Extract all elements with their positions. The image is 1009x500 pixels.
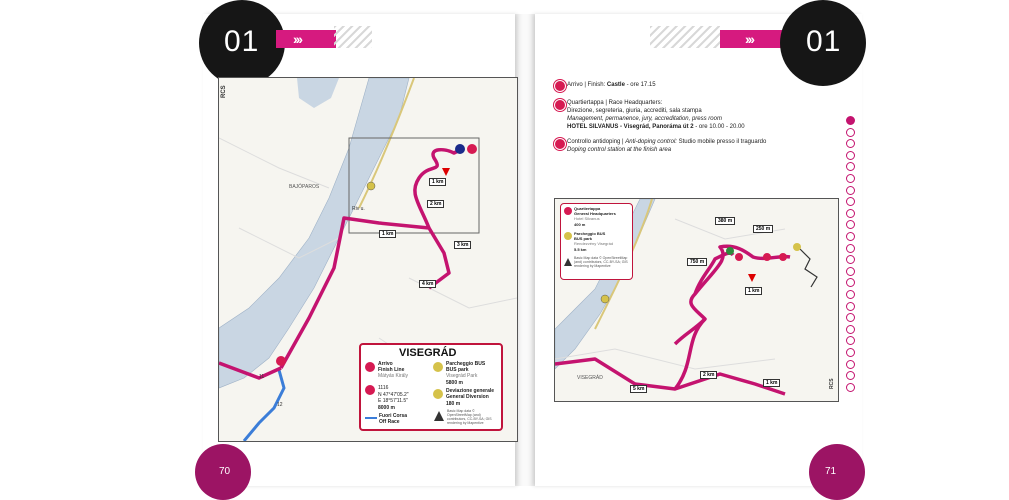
section-dot[interactable] bbox=[846, 128, 855, 137]
info-finish-place: Castle bbox=[606, 82, 625, 88]
book-gutter bbox=[515, 14, 535, 486]
right-legend bbox=[560, 203, 633, 280]
right-legend-hq-dist: 400 m bbox=[574, 222, 586, 227]
legend-bus: Parcheggio BUS bbox=[446, 361, 486, 367]
legend-gps-id: 1116 bbox=[378, 385, 389, 391]
info-doping bbox=[567, 138, 857, 154]
bus-park-icon bbox=[433, 362, 443, 372]
gps-icon bbox=[365, 385, 375, 395]
right-stripes bbox=[650, 26, 720, 48]
legend-bus-dist: 5800 m bbox=[446, 380, 463, 386]
doping-control-icon bbox=[554, 138, 566, 150]
right-legend-bus-place: Rendezvény Visegrád bbox=[574, 241, 614, 246]
left-road-number-2: 12 bbox=[277, 402, 283, 408]
left-legend bbox=[359, 343, 503, 431]
north-arrow-icon bbox=[434, 411, 444, 421]
left-stripes bbox=[334, 26, 372, 48]
legend-gps-dist: 8000 m bbox=[378, 405, 395, 411]
left-page-number: 70 bbox=[219, 466, 231, 477]
left-road-label: Riv u. bbox=[352, 206, 365, 212]
right-km-marker: 1 km bbox=[763, 379, 780, 387]
finish-icon bbox=[365, 362, 375, 372]
legend-off-race: Fuori Corsa bbox=[379, 413, 408, 419]
right-legend-bus: Parcheggio BUS bbox=[574, 231, 606, 236]
right-map-logo: RCS bbox=[829, 378, 835, 389]
legend-gps-e: E 18°57'11.5" bbox=[378, 398, 408, 404]
left-km-marker: 2 km bbox=[427, 200, 444, 208]
left-km-marker: 3 km bbox=[454, 241, 471, 249]
headquarters-icon bbox=[564, 207, 572, 215]
right-legend-hq-place: Hotel Silvanus bbox=[574, 216, 600, 221]
info-finish bbox=[567, 81, 857, 89]
left-chevron-band bbox=[276, 30, 336, 48]
section-dot[interactable] bbox=[846, 325, 855, 334]
section-dot[interactable] bbox=[846, 302, 855, 311]
section-dot[interactable] bbox=[846, 267, 855, 276]
left-map-logo: RCS bbox=[221, 85, 227, 98]
legend-credits: Basic Map data © OpenStreetMap (and) contributors, CC-BY-SA; GIS rendering by Mapentive bbox=[447, 409, 492, 425]
legend-gps-n: N 47°47'05.2" bbox=[378, 392, 409, 398]
right-km-marker: 250 m bbox=[753, 225, 773, 233]
bus-park-icon bbox=[564, 232, 572, 240]
left-km-marker: 4 km bbox=[419, 280, 436, 288]
section-dot[interactable] bbox=[846, 186, 855, 195]
left-chevron-icon: ››› bbox=[293, 31, 301, 47]
left-legend-title: VISEGRÁD bbox=[399, 347, 457, 359]
info-doping-line2: Doping control station at the finish area bbox=[567, 147, 672, 153]
north-arrow-icon bbox=[564, 258, 572, 266]
info-doping-desc: Studio mobile presso il traguardo bbox=[678, 139, 767, 145]
info-headquarters bbox=[567, 99, 857, 131]
section-dot[interactable] bbox=[846, 209, 855, 218]
right-page-number: 71 bbox=[825, 466, 837, 477]
section-dot[interactable] bbox=[846, 290, 855, 299]
info-hq-title: Quartiertappa | Race Headquarters: bbox=[567, 100, 663, 106]
right-km-marker: 1 km bbox=[745, 287, 762, 295]
legend-diversion-sub: General Diversion bbox=[446, 394, 489, 400]
section-dot[interactable] bbox=[846, 151, 855, 160]
legend-diversion: Deviazione generale bbox=[446, 388, 495, 394]
info-hq-line3: Management, permanence, jury, accreditation, press room bbox=[567, 116, 722, 122]
section-dot[interactable] bbox=[846, 116, 855, 125]
left-km-marker: 1 km bbox=[379, 230, 396, 238]
section-dot[interactable] bbox=[846, 244, 855, 253]
right-km-marker: 750 m bbox=[687, 258, 707, 266]
right-legend-hq-sub: General Headquarters bbox=[574, 211, 616, 216]
info-doping-label: Controllo antidoping | bbox=[567, 139, 626, 145]
info-hq-line4: HOTEL SILVANUS - Visegrád, Panoráma út 2 bbox=[567, 124, 694, 130]
right-town-label: VISEGRÁD bbox=[577, 375, 603, 381]
right-page-number-bg bbox=[809, 444, 865, 500]
info-hq-hours: - ore 10.00 - 20.00 bbox=[693, 124, 745, 130]
info-finish-time: - ore 17.15 bbox=[624, 82, 656, 88]
legend-off-race-sub: Off Race bbox=[379, 419, 400, 425]
right-tab-number: 01 bbox=[806, 25, 842, 58]
right-km-marker: 2 km bbox=[700, 371, 717, 379]
legend-diversion-dist: 180 m bbox=[446, 401, 461, 407]
legend-bus-place: Visegrád Park bbox=[446, 373, 478, 379]
left-km-marker: 1 km bbox=[429, 178, 446, 186]
diversion-icon bbox=[433, 389, 443, 399]
section-dot[interactable] bbox=[846, 360, 855, 369]
section-dot[interactable] bbox=[846, 174, 855, 183]
legend-finish-place: Mátyás Király bbox=[378, 373, 409, 379]
section-dot[interactable] bbox=[846, 348, 855, 357]
info-finish-label: Arrivo | Finish: bbox=[567, 82, 607, 88]
legend-finish-sub: Finish Line bbox=[378, 367, 405, 373]
right-legend-credits: Basic Map data © OpenStreetMap (and) contributors, CC-BY-SA; GIS rendering by Mapentive bbox=[574, 256, 628, 268]
left-place-label: BAJÓPAROS bbox=[289, 184, 320, 190]
right-legend-bus-sub: BUS park bbox=[574, 236, 593, 241]
right-chevron-icon: ››› bbox=[745, 31, 753, 47]
info-doping-en: Anti-doping control: bbox=[625, 139, 679, 145]
right-legend-bus-dist: 5.5 km bbox=[574, 247, 587, 252]
legend-finish: Arrivo bbox=[378, 361, 393, 367]
left-road-number-1: 11 bbox=[259, 374, 265, 380]
headquarters-icon bbox=[554, 99, 566, 111]
section-dot[interactable] bbox=[846, 383, 855, 392]
legend-bus-sub: BUS park bbox=[446, 367, 469, 373]
finish-icon bbox=[554, 80, 566, 92]
info-hq-line2: Direzione, segreteria, giuria, accrediti, sala stampa bbox=[567, 108, 702, 114]
off-race-line-icon bbox=[365, 417, 377, 419]
right-legend-hq: Quartiertappa bbox=[574, 206, 601, 211]
section-dot[interactable] bbox=[846, 232, 855, 241]
left-tab-number: 01 bbox=[224, 25, 260, 58]
right-km-marker: 5 km bbox=[630, 385, 647, 393]
right-km-marker: 380 m bbox=[715, 217, 735, 225]
